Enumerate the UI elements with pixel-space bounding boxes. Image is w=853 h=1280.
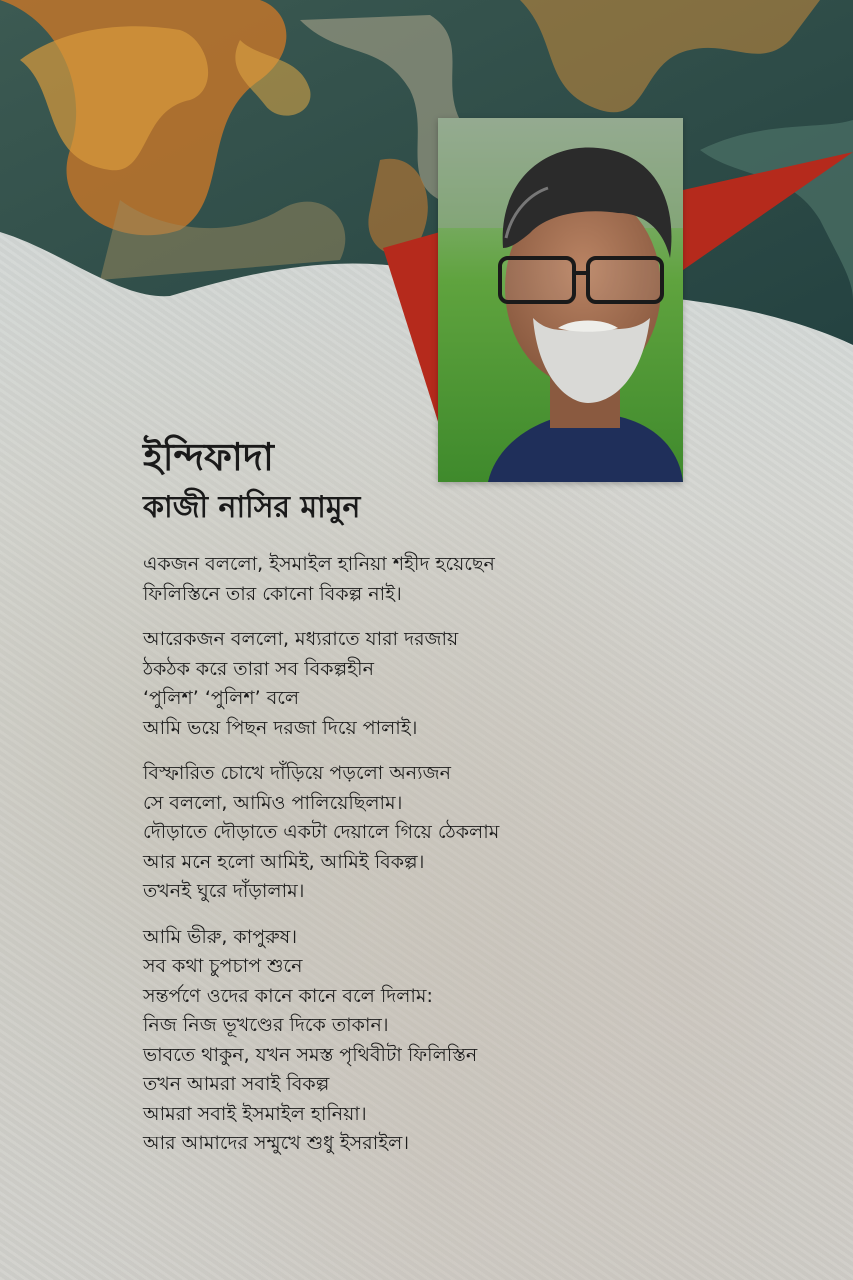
abstract-painting-banner bbox=[0, 0, 853, 420]
poem-line: নিজ নিজ ভূখণ্ডের দিকে তাকান। bbox=[143, 1014, 389, 1036]
poem-body bbox=[143, 550, 703, 1175]
poem-author: কাজী নাসির মামুন bbox=[143, 490, 361, 525]
poem-line: আর আমাদের সম্মুখে শুধু ইসরাইল। bbox=[143, 1132, 410, 1154]
poem-line: বিস্ফারিত চোখে দাঁড়িয়ে পড়লো অন্যজন bbox=[143, 762, 451, 784]
poem-line: সন্তর্পণে ওদের কানে কানে বলে দিলাম: bbox=[143, 984, 433, 1007]
poem-stanza bbox=[143, 625, 703, 743]
poem-line: সে বললো, আমিও পালিয়েছিলাম। bbox=[143, 791, 403, 814]
poem-title: ইন্দিফাদা bbox=[143, 434, 274, 479]
poem-line: আরেকজন বললো, মধ্যরাতে যারা দরজায় bbox=[143, 628, 459, 650]
author-portrait-photo bbox=[438, 118, 683, 482]
poem-line: আমরা সবাই ইসমাইল হানিয়া। bbox=[143, 1102, 367, 1125]
poem-line: আর মনে হলো আমিই, আমিই বিকল্প। bbox=[143, 850, 425, 873]
poem-line: সব কথা চুপচাপ শুনে bbox=[143, 955, 303, 977]
poem-line: তখন আমরা সবাই বিকল্প bbox=[143, 1073, 330, 1095]
poem-line: তখনই ঘুরে দাঁড়ালাম। bbox=[143, 880, 305, 902]
poem-stanza bbox=[143, 923, 703, 1159]
poem-line: ঠকঠক করে তারা সব বিকল্পহীন bbox=[143, 657, 374, 680]
poem-line: ভাবতে থাকুন, যখন সমস্ত পৃথিবীটা ফিলিস্তিন bbox=[143, 1043, 478, 1066]
poem-line: আমি ভয়ে পিছন দরজা দিয়ে পালাই। bbox=[143, 716, 418, 739]
poem-stanza bbox=[143, 759, 703, 907]
poem-line: ফিলিস্তিনে তার কোনো বিকল্প নাই। bbox=[143, 582, 402, 605]
poem-line: একজন বললো, ইসমাইল হানিয়া শহীদ হয়েছেন bbox=[143, 553, 495, 575]
poem-stanza bbox=[143, 550, 703, 609]
poem-line: ‘পুলিশ’ ‘পুলিশ’ বলে bbox=[143, 687, 300, 709]
poem-line: দৌড়াতে দৌড়াতে একটা দেয়ালে গিয়ে ঠেকলাম bbox=[143, 821, 500, 843]
poem-line: আমি ভীরু, কাপুরুষ। bbox=[143, 925, 297, 948]
